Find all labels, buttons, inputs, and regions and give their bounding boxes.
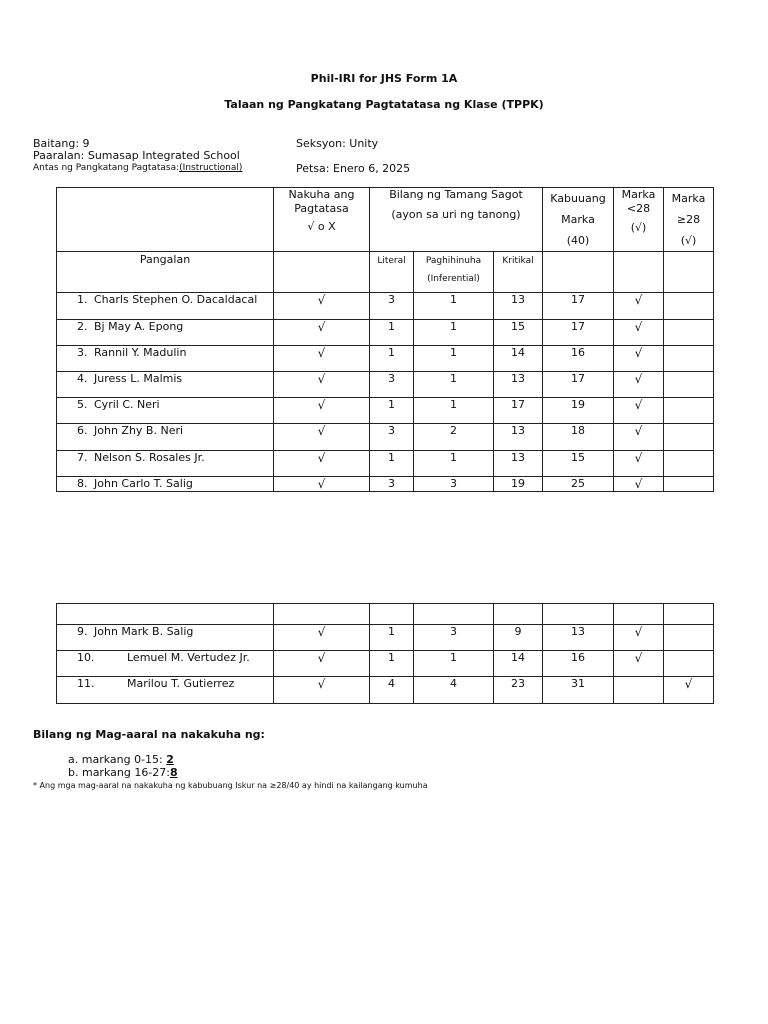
marka-lt28-cell <box>614 677 664 704</box>
inferential-cell: 3 <box>414 477 494 492</box>
header-ge28-line3: (√) <box>680 234 697 247</box>
nakuha-cell: √ <box>274 372 370 398</box>
table-header-row <box>57 188 714 252</box>
header-bilang-line1: Bilang ng Tamang Sagot <box>389 188 523 201</box>
marka-lt28-cell: √ <box>614 651 664 677</box>
marka-ge28-cell <box>664 398 714 424</box>
header-kabuuang-line3: (40) <box>566 234 590 247</box>
inferential-cell: 1 <box>414 651 494 677</box>
literal-cell: 1 <box>370 320 414 346</box>
marka-ge28-cell <box>664 477 714 492</box>
kritikal-cell: 19 <box>494 477 543 492</box>
literal-cell: 3 <box>370 372 414 398</box>
baitang: Baitang: 9 <box>33 137 90 150</box>
inferential-cell: 1 <box>414 451 494 477</box>
header-empty <box>57 188 274 252</box>
header-lt28-line1: Marka <box>621 188 656 201</box>
kritikal-cell: 14 <box>494 346 543 372</box>
inferential-cell: 1 <box>414 320 494 346</box>
kritikal-cell: 13 <box>494 372 543 398</box>
student-name-cell <box>57 372 274 398</box>
kritikal-cell: 14 <box>494 651 543 677</box>
subheader-empty <box>543 252 614 293</box>
marka-ge28-cell: √ <box>664 677 714 704</box>
inferential-cell: 2 <box>414 424 494 451</box>
total-cell: 17 <box>543 320 614 346</box>
subheader-empty <box>274 252 370 293</box>
nakuha-cell: √ <box>274 651 370 677</box>
header-lt28-line3: (√) <box>630 221 647 234</box>
table-row <box>57 293 714 320</box>
marka-ge28-cell <box>664 451 714 477</box>
row-number: 5. <box>77 398 88 411</box>
student-name: Nelson S. Rosales Jr. <box>94 451 205 464</box>
summary-a-value: 2 <box>166 753 174 766</box>
student-name: Lemuel M. Vertudez Jr. <box>127 651 250 664</box>
student-name-cell <box>57 477 274 492</box>
inferential-cell: 1 <box>414 398 494 424</box>
marka-lt28-cell: √ <box>614 346 664 372</box>
seksyon: Seksyon: Unity <box>296 137 379 150</box>
results-table-continued <box>56 603 714 704</box>
header-nakuha <box>274 188 370 252</box>
header-pangalan: Pangalan <box>57 252 274 293</box>
form-subtitle: Talaan ng Pangkatang Pagtatatasa ng Klase (TPPK) <box>224 98 544 111</box>
student-name: John Zhy B. Neri <box>94 424 184 437</box>
literal-cell: 1 <box>370 346 414 372</box>
inferential-cell: 1 <box>414 372 494 398</box>
summary-a <box>68 753 174 766</box>
table-row <box>57 346 714 372</box>
form-title: Phil-IRI for JHS Form 1A <box>310 72 458 85</box>
table-row <box>57 372 714 398</box>
total-cell: 15 <box>543 451 614 477</box>
student-name-cell <box>57 346 274 372</box>
marka-ge28-cell <box>664 625 714 651</box>
nakuha-cell: √ <box>274 477 370 492</box>
student-name-cell <box>57 398 274 424</box>
summary-heading: Bilang ng Mag-aaral na nakakuha ng: <box>33 728 265 741</box>
total-cell: 16 <box>543 346 614 372</box>
kritikal-cell: 9 <box>494 625 543 651</box>
literal-cell: 1 <box>370 451 414 477</box>
total-cell: 31 <box>543 677 614 704</box>
student-name-cell <box>57 651 274 677</box>
literal-cell: 4 <box>370 677 414 704</box>
table-row <box>57 451 714 477</box>
table-row <box>57 398 714 424</box>
total-cell: 19 <box>543 398 614 424</box>
header-literal: Literal <box>370 252 414 293</box>
header-bilang-line2: (ayon sa uri ng tanong) <box>391 208 521 221</box>
total-cell: 18 <box>543 424 614 451</box>
row-number: 3. <box>77 346 88 359</box>
literal-cell: 1 <box>370 398 414 424</box>
blank-row <box>57 604 714 625</box>
summary-a-label: a. markang 0-15: <box>68 753 167 766</box>
petsa: Petsa: Enero 6, 2025 <box>296 162 411 175</box>
student-name-cell <box>57 677 274 704</box>
literal-cell: 3 <box>370 424 414 451</box>
literal-cell: 1 <box>370 651 414 677</box>
marka-lt28-cell: √ <box>614 451 664 477</box>
table-row <box>57 424 714 451</box>
row-number: 6. <box>77 424 88 437</box>
table-row <box>57 625 714 651</box>
table-row <box>57 477 714 492</box>
inferential-cell: 3 <box>414 625 494 651</box>
header-paghihinuha-line2: (Inferential) <box>427 274 480 284</box>
row-number: 7. <box>77 451 88 464</box>
summary-b-label: b. markang 16-27: <box>68 766 170 779</box>
nakuha-cell: √ <box>274 398 370 424</box>
total-cell: 17 <box>543 372 614 398</box>
student-name: Juress L. Malmis <box>94 372 183 385</box>
marka-ge28-cell <box>664 320 714 346</box>
kritikal-cell: 17 <box>494 398 543 424</box>
student-name: Marilou T. Gutierrez <box>127 677 235 690</box>
header-paghihinuha <box>414 252 494 293</box>
inferential-cell: 1 <box>414 293 494 320</box>
summary-b <box>68 766 178 779</box>
row-number: 11. <box>77 677 95 690</box>
kritikal-cell: 13 <box>494 451 543 477</box>
antas-value: (Instructional) <box>179 163 243 173</box>
summary-b-value: 8 <box>170 766 178 779</box>
student-name: Rannil Y. Madulin <box>94 346 187 359</box>
nakuha-cell: √ <box>274 424 370 451</box>
marka-lt28-cell: √ <box>614 625 664 651</box>
marka-lt28-cell: √ <box>614 320 664 346</box>
inferential-cell: 1 <box>414 346 494 372</box>
literal-cell: 3 <box>370 293 414 320</box>
nakuha-cell: √ <box>274 293 370 320</box>
literal-cell: 3 <box>370 477 414 492</box>
table-row <box>57 651 714 677</box>
row-number: 10. <box>77 651 95 664</box>
header-nakuha-line1: Nakuha ang <box>288 188 355 201</box>
student-name-cell <box>57 424 274 451</box>
total-cell: 17 <box>543 293 614 320</box>
marka-lt28-cell: √ <box>614 398 664 424</box>
student-name: Cyril C. Neri <box>94 398 160 411</box>
marka-lt28-cell: √ <box>614 424 664 451</box>
nakuha-cell: √ <box>274 320 370 346</box>
student-name-cell <box>57 625 274 651</box>
subheader-empty <box>614 252 664 293</box>
header-lt28-line2: <28 <box>626 202 651 215</box>
row-number: 8. <box>77 477 88 490</box>
results-table <box>56 187 714 492</box>
total-cell: 13 <box>543 625 614 651</box>
header-marka-ge28 <box>664 188 714 252</box>
inferential-cell: 4 <box>414 677 494 704</box>
kritikal-cell: 23 <box>494 677 543 704</box>
student-name-cell <box>57 293 274 320</box>
header-ge28-line1: Marka <box>671 192 706 205</box>
marka-ge28-cell <box>664 372 714 398</box>
nakuha-cell: √ <box>274 677 370 704</box>
header-bilang <box>370 188 543 252</box>
header-nakuha-line2: Pagtatasa <box>294 202 349 215</box>
total-cell: 25 <box>543 477 614 492</box>
row-number: 1. <box>77 293 88 306</box>
marka-lt28-cell: √ <box>614 293 664 320</box>
header-kabuuang <box>543 188 614 252</box>
marka-ge28-cell <box>664 293 714 320</box>
kritikal-cell: 13 <box>494 424 543 451</box>
student-name: Charls Stephen O. Dacaldacal <box>94 293 258 306</box>
header-paghihinuha-line1: Paghihinuha <box>425 256 482 266</box>
nakuha-cell: √ <box>274 625 370 651</box>
kritikal-cell: 13 <box>494 293 543 320</box>
nakuha-cell: √ <box>274 451 370 477</box>
marka-ge28-cell <box>664 651 714 677</box>
student-name: John Mark B. Salig <box>94 625 194 638</box>
antas <box>33 163 242 173</box>
subheader-empty <box>664 252 714 293</box>
antas-label: Antas ng Pangkatang Pagtatasa: <box>33 163 180 173</box>
student-name: Bj May A. Epong <box>94 320 184 333</box>
student-name-cell <box>57 320 274 346</box>
header-kabuuang-line1: Kabuuang <box>550 192 606 205</box>
header-ge28-line2: ≥28 <box>676 213 701 226</box>
marka-lt28-cell: √ <box>614 372 664 398</box>
table-subheader-row <box>57 252 714 293</box>
total-cell: 16 <box>543 651 614 677</box>
marka-lt28-cell: √ <box>614 477 664 492</box>
table-row <box>57 320 714 346</box>
header-kabuuang-line2: Marka <box>561 213 595 226</box>
nakuha-cell: √ <box>274 346 370 372</box>
student-name-cell <box>57 451 274 477</box>
marka-ge28-cell <box>664 346 714 372</box>
row-number: 2. <box>77 320 88 333</box>
row-number: 9. <box>77 625 88 638</box>
marka-ge28-cell <box>664 424 714 451</box>
literal-cell: 1 <box>370 625 414 651</box>
header-marka-lt28 <box>614 188 664 252</box>
paaralan: Paaralan: Sumasap Integrated School <box>33 149 240 162</box>
table-row <box>57 677 714 704</box>
header-kritikal: Kritikal <box>494 252 543 293</box>
kritikal-cell: 15 <box>494 320 543 346</box>
footnote: * Ang mga mag-aaral na nakakuha ng kabubuang Iskur na ≥28/40 ay hindi na kailangang kumuha <box>33 781 428 790</box>
row-number: 4. <box>77 372 88 385</box>
header-nakuha-line3: √ o X <box>307 220 336 233</box>
student-name: John Carlo T. Salig <box>94 477 193 490</box>
